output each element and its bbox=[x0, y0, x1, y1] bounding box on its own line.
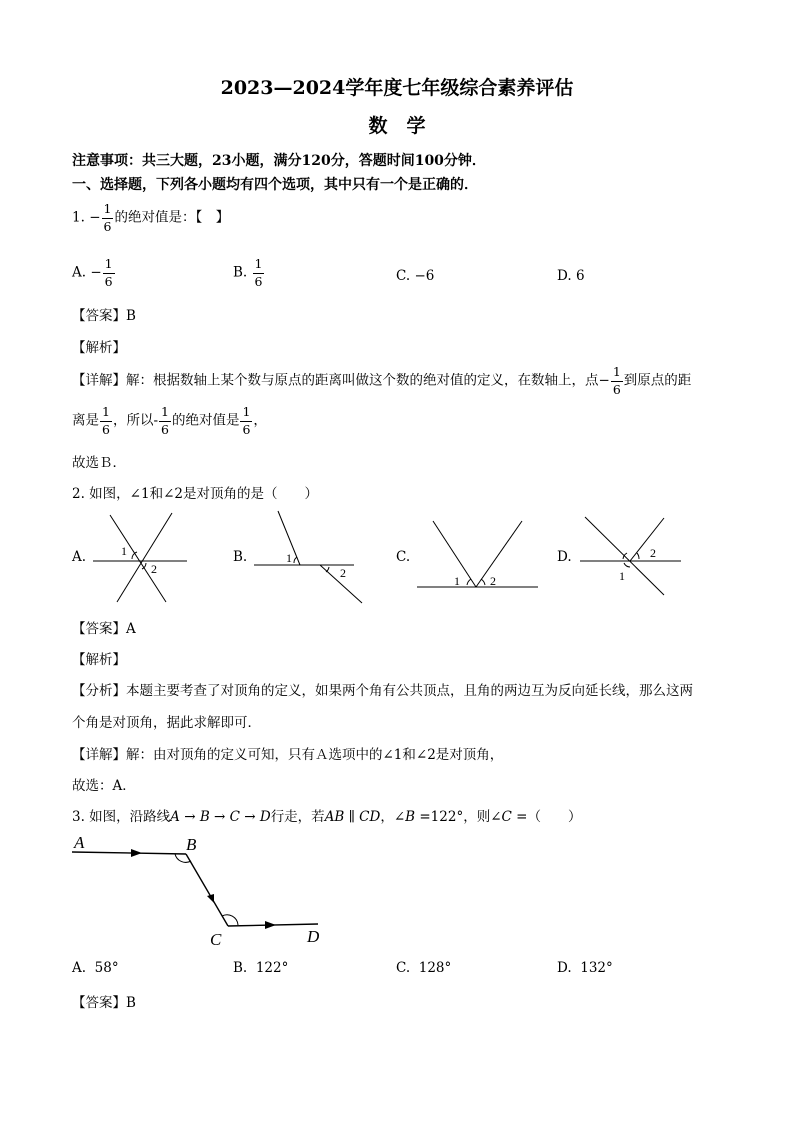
q2-d-label-2: 2 bbox=[650, 546, 656, 560]
q2-a-label-1: 1 bbox=[121, 544, 127, 558]
q2-d-label-1: 1 bbox=[619, 569, 625, 583]
q1-conclusion: 故选Ｂ． bbox=[72, 455, 126, 471]
q3-option-d: D. 132° bbox=[557, 960, 613, 976]
q1-minus: − bbox=[89, 209, 101, 226]
q1-detail-line2: 离是 $\frac{1}{6}$ ，所以- $\frac{1}{6}$ 的绝对值是 $\frac{1}{6}$ ， bbox=[72, 404, 267, 437]
q2-detail: 【详解】解：由对顶角的定义可知，只有Ａ选项中的∠1和∠2是对顶角， bbox=[72, 747, 504, 763]
q2-figure-b bbox=[254, 511, 362, 603]
q2-fenxi-line1: 【分析】本题主要考查了对顶角的定义，如果两个角有公共顶点，且角的两边互为反向延长线，那么这两 bbox=[72, 683, 693, 699]
q1-detail-line1: 【详解】解：根据数轴上某个数与原点的距离叫做这个数的绝对值的定义，在数轴上，点− $\frac{1}{6}$ 到原点的距 bbox=[72, 364, 692, 397]
q1-stem-tail: 的绝对值是：【 】 bbox=[114, 209, 230, 226]
q3-option-c: C. 128° bbox=[396, 960, 452, 976]
q1-fraction: $\frac{1}{6}$ bbox=[103, 201, 112, 234]
notice: 注意事项：共三大题，23小题，满分120分，答题时间100分钟． bbox=[72, 153, 486, 169]
q1-option-b: B. $\frac{1}{6}$ bbox=[233, 256, 263, 289]
arrow-bc bbox=[207, 894, 214, 903]
q3-option-a: A. 58° bbox=[72, 960, 119, 976]
subject-title: 数 学 bbox=[368, 115, 426, 137]
q2-b-label-1: 1 bbox=[286, 551, 292, 565]
q3-option-b: B. 122° bbox=[233, 960, 289, 976]
q2-answer: 【答案】A bbox=[72, 621, 136, 637]
q3-point-d: D bbox=[307, 927, 320, 946]
q1-option-c: C. −6 bbox=[396, 268, 435, 284]
q2-stem: 2. 如图，∠1和∠2是对顶角的是（ ） bbox=[72, 486, 318, 502]
q3-stem: 3. 如图，沿路线A → B → C → D行走，若AB ∥ CD，∠B =122°，则∠C =（ ） bbox=[72, 809, 582, 825]
q2-analysis-label: 【解析】 bbox=[72, 652, 126, 668]
q3-point-b: B bbox=[186, 835, 197, 854]
q1-number: 1. bbox=[72, 209, 85, 226]
q3-answer: 【答案】B bbox=[72, 995, 136, 1011]
q2-fenxi-line2: 个角是对顶角，据此求解即可． bbox=[72, 715, 261, 731]
arrow-cd bbox=[265, 921, 276, 929]
q2-figures bbox=[0, 505, 794, 610]
q2-c-label-1: 1 bbox=[454, 574, 460, 588]
q1-option-a: A. − $\frac{1}{6}$ bbox=[72, 256, 113, 289]
q1-stem bbox=[72, 203, 229, 233]
q2-b-label-2: 2 bbox=[340, 566, 346, 580]
q2-option-a-letter: A. bbox=[72, 549, 87, 565]
section-title: 一、选择题，下列各小题均有四个选项，其中只有一个是正确的． bbox=[72, 177, 478, 193]
q2-figure-d bbox=[580, 517, 681, 595]
q2-c-label-2: 2 bbox=[490, 574, 496, 588]
arrow-ab bbox=[131, 849, 142, 857]
q2-option-c-letter: C. bbox=[396, 549, 411, 565]
q2-figure-c bbox=[417, 521, 538, 587]
q2-option-b-letter: B. bbox=[233, 549, 248, 565]
q2-conclusion: 故选：A． bbox=[72, 778, 136, 794]
q1-answer: 【答案】B bbox=[72, 308, 136, 324]
page-title: 2023—2024学年度七年级综合素养评估 bbox=[220, 77, 574, 99]
q1-option-d: D. 6 bbox=[557, 268, 585, 284]
q2-a-label-2: 2 bbox=[151, 562, 157, 576]
q3-point-c: C bbox=[210, 930, 222, 949]
q3-figure bbox=[0, 828, 794, 953]
q2-option-d-letter: D. bbox=[557, 549, 572, 565]
q1-analysis-label: 【解析】 bbox=[72, 340, 126, 356]
q2-figure-a bbox=[93, 513, 187, 602]
q3-point-a: A bbox=[74, 833, 85, 852]
